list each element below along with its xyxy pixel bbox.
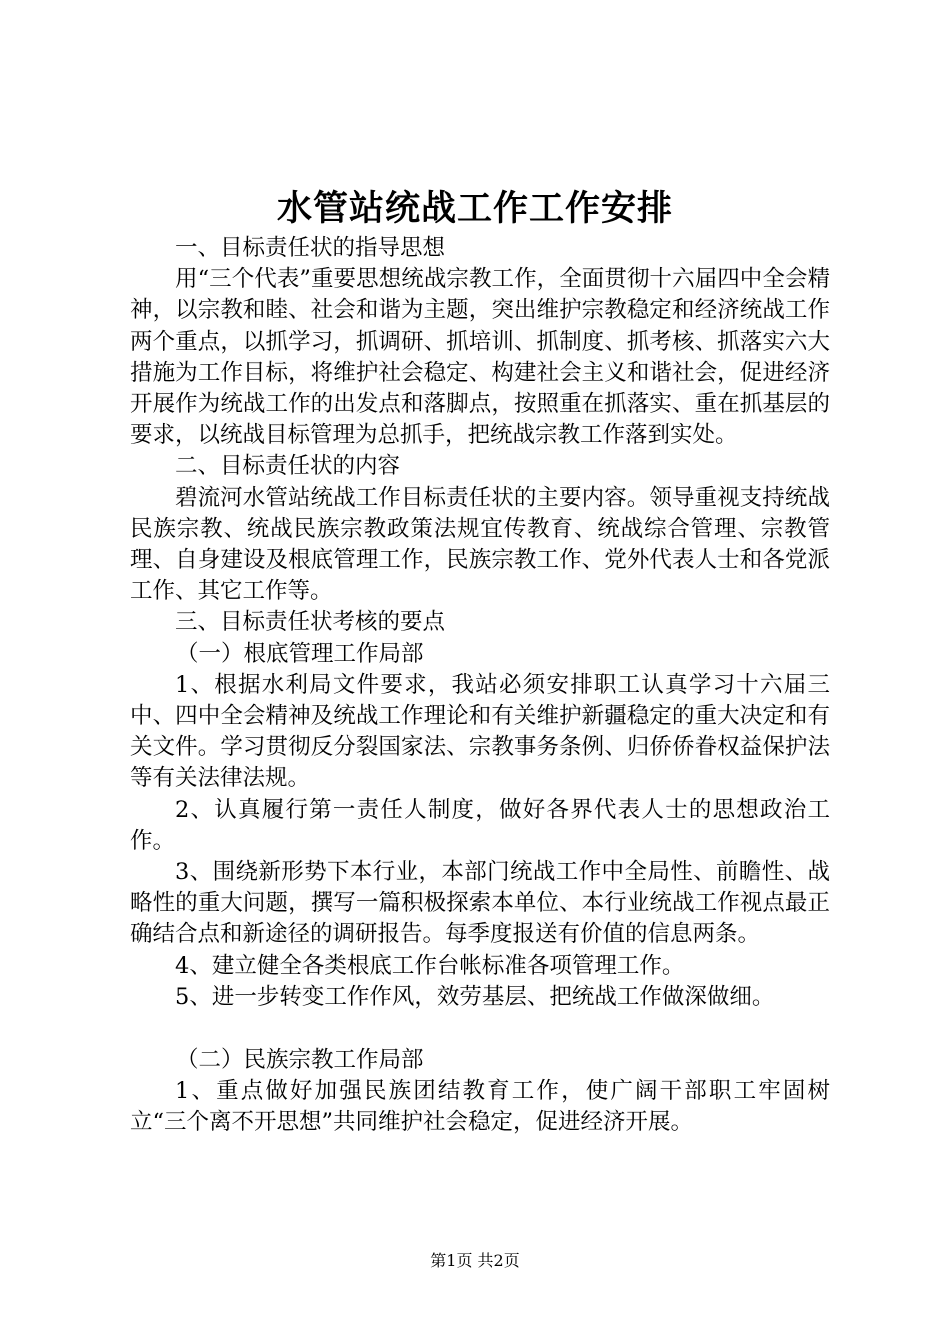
paragraph-guiding-ideology: 用“三个代表”重要思想统战宗教工作，全面贯彻十六届四中全会精神，以宗教和睦、社会和谐为主题，突出维护宗教稳定和经济统战工作两个重点，以抓学习，抓调研、抓培训、抓制度、抓考核、抓落实六大措施为工作目标，将维护社会稳定、构建社会主义和谐社会，促进经济开展作为统战工作的出发点和落脚点，按照重在抓落实、重在抓基层的要求，以统战目标管理为总抓手，把统战宗教工作落到实处。	[130, 266, 830, 449]
section-heading-2: 二、目标责任状的内容	[175, 453, 401, 480]
document-body	[130, 233, 830, 1139]
paragraph-contents: 碧流河水管站统战工作目标责任状的主要内容。领导重视支持统战民族宗教、统战民族宗教政策法规宜传教育、统战综合管理、宗教管理、自身建设及根底管理工作，民族宗教工作、党外代表人士和各党派工作、其它工作等。	[130, 484, 830, 605]
page-footer: 第1页 共2页	[430, 1251, 520, 1270]
document-title: 水管站统战工作工作安排	[276, 188, 673, 229]
list-item: 3、围绕新形势下本行业，本部门统战工作中全局性、前瞻性、战略性的重大问题，撰写一篇积极探索本单位、本行业统战工作视点最正确结合点和新途径的调研报告。每季度报送有价值的信息两条。	[130, 859, 830, 948]
subsection-heading-2: （二）民族宗教工作局部	[176, 1047, 424, 1074]
paragraph-spacer	[130, 1013, 830, 1045]
list-item: 5、进一步转变工作作风，效劳基层、把统战工作做深做细。	[175, 983, 775, 1010]
list-item: 1、根据水利局文件要求，我站必须安排职工认真学习十六届三中、四中全会精神及统战工作理论和有关维护新疆稳定的重大决定和有关文件。学习贯彻反分裂国家法、宗教事务条例、归侨侨眷权益保护法等有关法律法规。	[130, 671, 830, 792]
section-heading-1: 一、目标责任状的指导思想	[175, 235, 446, 261]
list-item: 1、重点做好加强民族团结教育工作，使广阔干部职工牢固树立“三个离不开思想”共同维护社会稳定，促进经济开展。	[130, 1078, 830, 1136]
section-heading-3: 三、目标责任状考核的要点	[175, 609, 446, 636]
list-item: 4、建立健全各类根底工作台帐标准各项管理工作。	[175, 952, 685, 979]
list-item: 2、认真履行第一责任人制度，做好各界代表人士的思想政治工作。	[130, 796, 830, 854]
subsection-heading-1: （一）根底管理工作局部	[176, 640, 424, 667]
